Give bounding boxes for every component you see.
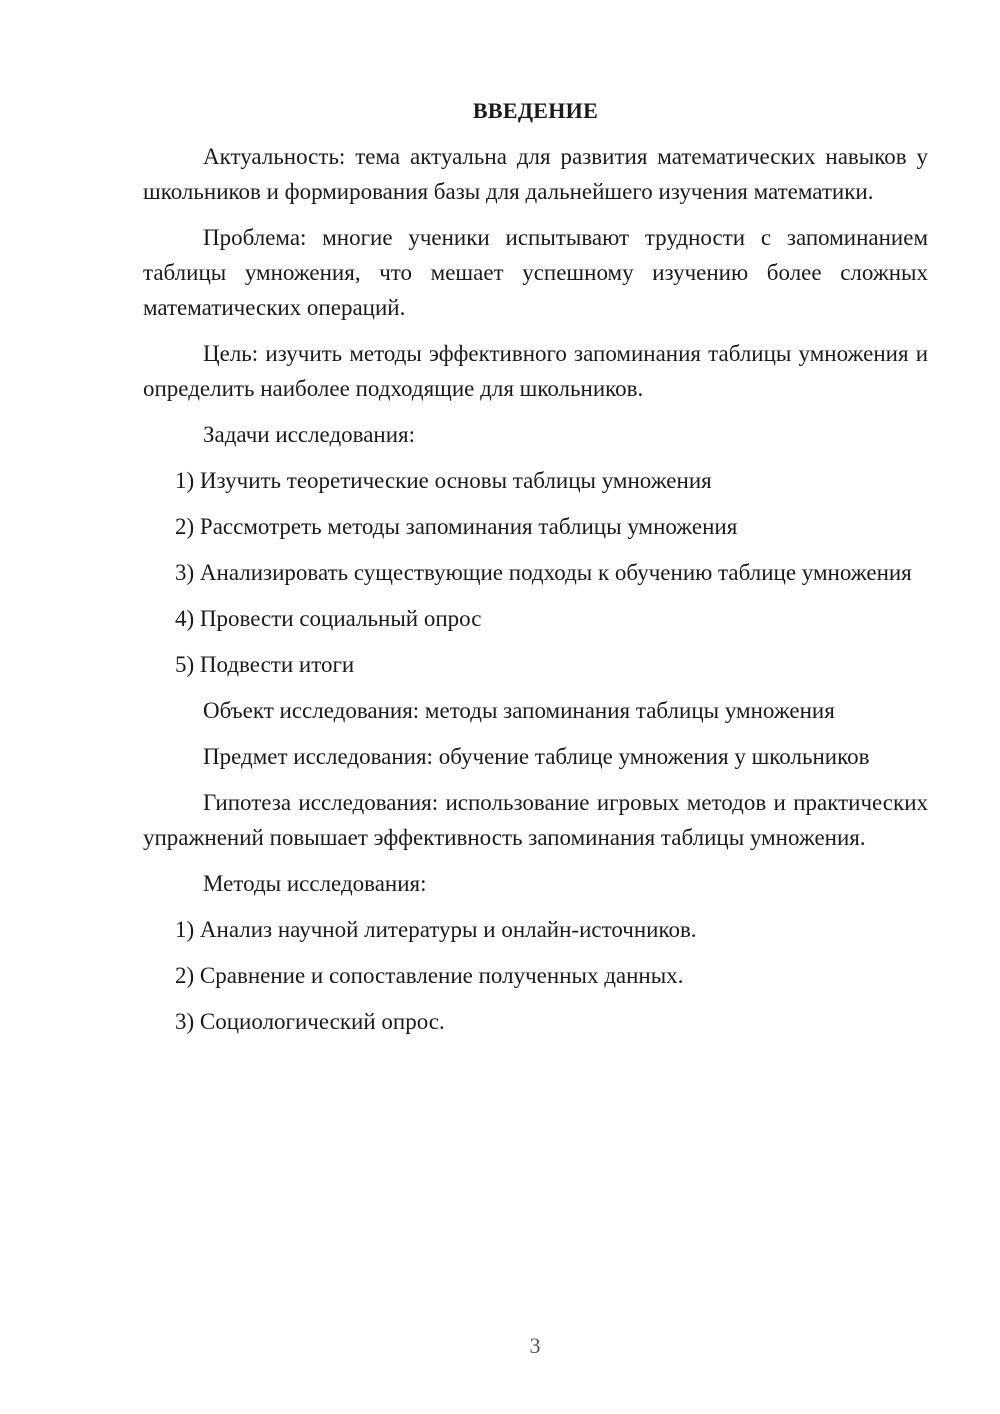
goal-paragraph: Цель: изучить методы эффективного запоминания таблицы умножения и определить наиболее подходящие для школьников. [143,341,928,401]
task-item-3: 3) Анализировать существующие подходы к обучению таблице умножения [175,560,912,585]
task-item-1: 1) Изучить теоретические основы таблицы умножения [175,468,712,493]
section-title: ВВЕДЕНИЕ [472,98,599,123]
method-item-2: 2) Сравнение и сопоставление полученных данных. [175,963,684,988]
task-item-5: 5) Подвести итоги [175,652,355,677]
task-item-2: 2) Рассмотреть методы запоминания таблицы умножения [175,514,738,539]
task-item-4: 4) Провести социальный опрос [175,606,482,631]
method-item-1: 1) Анализ научной литературы и онлайн-источников. [175,917,697,942]
subject-paragraph: Предмет исследования: обучение таблице умножения у школьников [203,744,870,769]
tasks-heading: Задачи исследования: [203,422,416,447]
problem-paragraph: Проблема: многие ученики испытывают трудности с запоминанием таблицы умножения, что мешает успешному изучению более сложных математических операций. [143,225,928,320]
page-content [143,93,928,1050]
method-item-3: 3) Социологический опрос. [175,1009,445,1034]
relevance-paragraph: Актуальность: тема актуальна для развития математических навыков у школьников и формирования базы для дальнейшего изучения математики. [143,144,928,204]
page-number: 3 [529,1333,541,1358]
methods-heading: Методы исследования: [203,871,427,896]
hypothesis-paragraph: Гипотеза исследования: использование игровых методов и практических упражнений повышает эффективность запоминания таблицы умножения. [143,790,928,850]
object-paragraph: Объект исследования: методы запоминания таблицы умножения [203,698,835,723]
